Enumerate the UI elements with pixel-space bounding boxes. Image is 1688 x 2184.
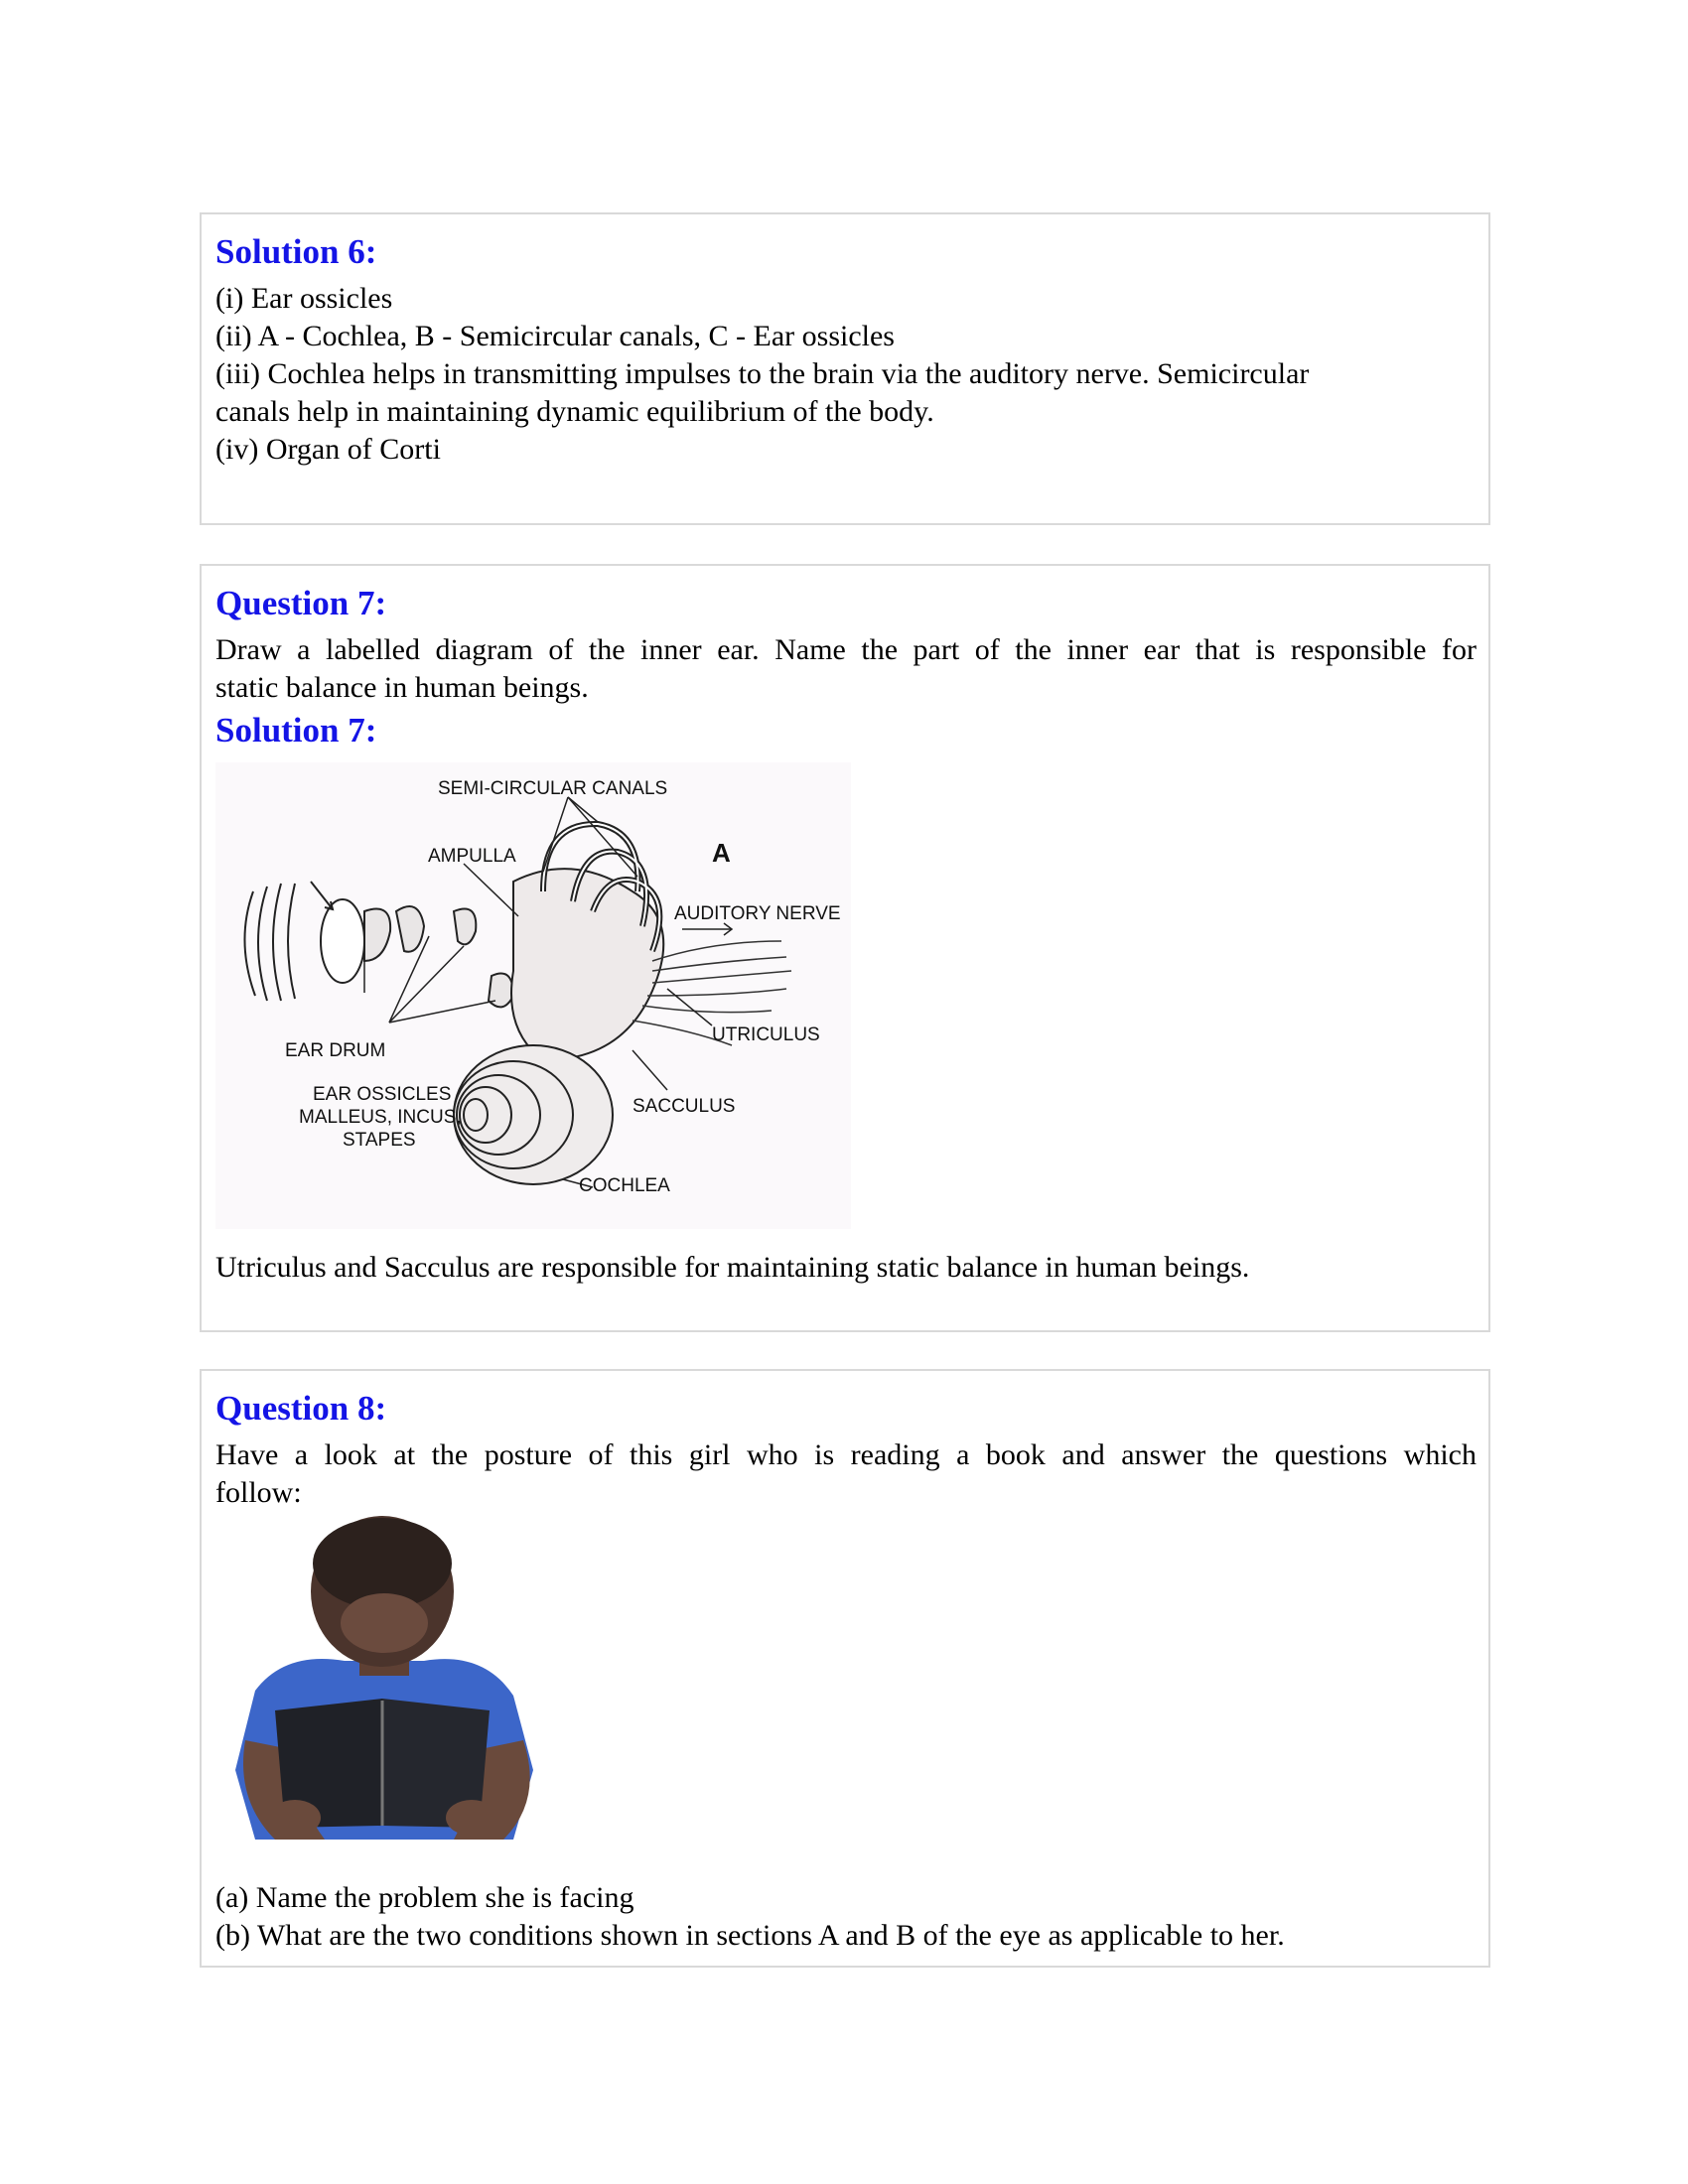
solution-6-box <box>200 212 1490 525</box>
question-8-text-line-1: Have a look at the posture of this girl who is reading a book and answer the questions which <box>215 1438 1477 1471</box>
label-sacculus: SACCULUS <box>633 1096 736 1117</box>
question-8-text-line-2: follow: <box>215 1476 302 1509</box>
question-8-part-b: (b) What are the two conditions shown in sections A and B of the eye as applicable to her. <box>215 1919 1285 1952</box>
label-stapes: STAPES <box>343 1130 416 1151</box>
inner-ear-diagram <box>215 762 851 1229</box>
girl-reading-image <box>215 1512 553 1851</box>
question-7-text-line-1: Draw a labelled diagram of the inner ear. Name the part of the inner ear that is responsible for <box>215 633 1477 666</box>
solution-6-heading: Solution 6: <box>215 232 377 271</box>
question-7-box <box>200 564 1490 1332</box>
label-utriculus: UTRICULUS <box>712 1024 820 1045</box>
solution-6-line-4: canals help in maintaining dynamic equilibrium of the body. <box>215 395 934 428</box>
question-8-part-a: (a) Name the problem she is facing <box>215 1881 634 1914</box>
solution-6-line-2: (ii) A - Cochlea, B - Semicircular canals, C - Ear ossicles <box>215 320 895 352</box>
question-7-text-line-2: static balance in human beings. <box>215 671 589 704</box>
question-8-heading: Question 8: <box>215 1389 387 1428</box>
label-ampulla: AMPULLA <box>428 846 516 867</box>
label-cochlea: COCHLEA <box>579 1175 670 1196</box>
solution-6-line-3: (iii) Cochlea helps in transmitting impulses to the brain via the auditory nerve. Semicircular <box>215 357 1310 390</box>
label-auditory-nerve: AUDITORY NERVE <box>674 903 841 924</box>
label-semicircular-canals: SEMI-CIRCULAR CANALS <box>438 778 668 799</box>
question-8-box <box>200 1369 1490 1968</box>
label-ear-drum: EAR DRUM <box>285 1040 386 1061</box>
solution-6-line-1: (i) Ear ossicles <box>215 282 393 315</box>
label-malleus-incus: MALLEUS, INCUS, <box>299 1107 462 1128</box>
solution-7-heading: Solution 7: <box>215 711 377 750</box>
question-7-heading: Question 7: <box>215 584 387 622</box>
label-ear-ossicles: EAR OSSICLES <box>313 1084 452 1105</box>
solution-6-line-5: (iv) Organ of Corti <box>215 433 441 466</box>
label-a: A <box>712 838 731 868</box>
solution-7-answer: Utriculus and Sacculus are responsible for maintaining static balance in human beings. <box>215 1251 1250 1284</box>
